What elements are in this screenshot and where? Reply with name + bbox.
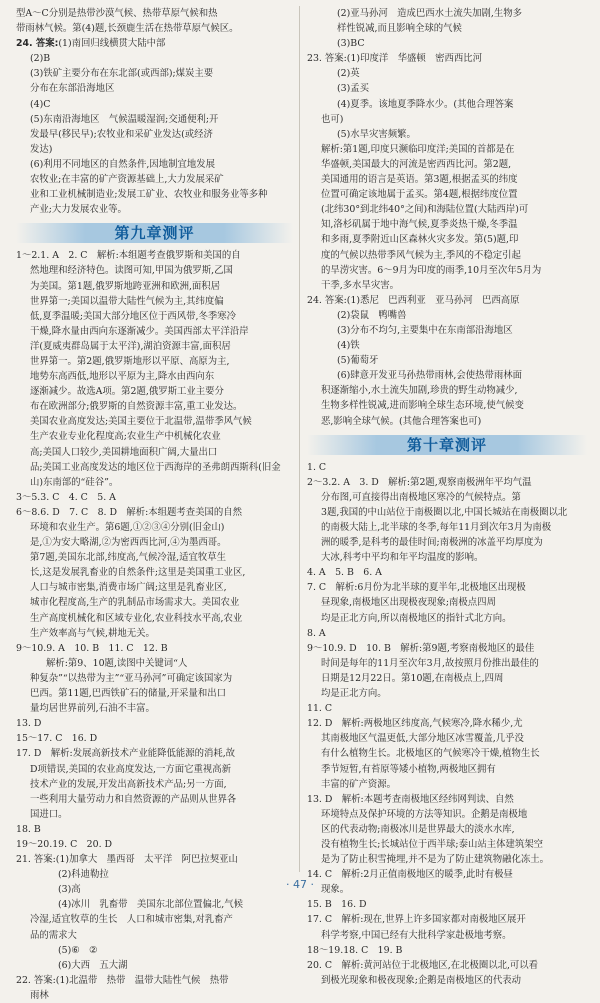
text-line: (2)袋鼠 鸭嘴兽 [337, 309, 407, 321]
text-line: 干燥,降水量由西向东逐渐减少。美国西部太平洋沿岸 [30, 325, 249, 337]
text-line: 现象。 [321, 884, 350, 896]
text-line: 生物多样性锐减,进而影响全球生态环境,使气候变 [321, 400, 524, 412]
text-line: 21. 答案:(1)加拿大 墨西哥 太平洋 阿巴拉契亚山 [16, 854, 238, 866]
text-line: 均是正北方向。 [321, 688, 387, 700]
text-line: 农牧业;在丰富的矿产资源基础上,大力发展采矿 [30, 174, 224, 186]
chapter-9-heading: 第九章测评 [16, 223, 293, 243]
text-line: (2)英 [337, 68, 360, 80]
text-line: 分布在东部沿海地区 [30, 83, 115, 95]
text-line: 有什么植物生长。北极地区的气候寒冷干燥,植物生长 [321, 748, 540, 760]
text-line: 大冰,科考中平均和年平均温度的影响。 [321, 552, 484, 564]
text-line: 洲的暖季,是科考的最佳时间;南极洲的冰盖平均厚度为 [321, 537, 543, 549]
text-line: 24. 答案:(1)悉尼 巴西利亚 亚马孙河 巴西高原 [307, 294, 520, 306]
text-line: 巴西。第11题,巴西铁矿石的储量,开采量和出口 [30, 688, 227, 700]
text-line: 洋(夏威夷群岛属于太平洋),湖泊资源丰富,面积居 [30, 340, 231, 352]
text-line: 发最早(移民早);农牧业和采矿业发达(或经济 [30, 128, 213, 140]
column-divider [299, 6, 300, 872]
text-line: (4)C [30, 98, 51, 110]
text-line: 品的需求大 [30, 929, 77, 941]
left-top-lines [16, 6, 293, 36]
text-line: (5)葡萄牙 [337, 355, 379, 367]
text-line: 世界第一。第2题,俄罗斯地形以平原、高原为主, [30, 355, 230, 367]
text-line: (6)利用不同地区的自然条件,因地制宜地发展 [30, 158, 216, 170]
text-line: 22. 答案:(1)北温带 热带 温带大陆性气候 热带 [16, 974, 229, 986]
text-line: 是,①为安大略湖,②为密西西比河,④为墨西哥。 [30, 537, 227, 549]
text-line: 积逐渐缩小,水土流失加剧,珍贵的野生动物减少, [321, 385, 518, 397]
text-line: 量均居世界前列,石油不丰富。 [30, 703, 155, 715]
text-line: 逐渐减少。故选A项。第2题,俄罗斯工业主要分 [30, 386, 224, 398]
text-line: 美国通用的语言是英语。第3题,根据孟买的纬度 [321, 174, 518, 186]
text-line: 人口与城市密集,消费市场广阔;这里是乳畜业区, [30, 582, 227, 594]
text-line: (3)高 [58, 884, 81, 896]
text-line: (6)肆意开发亚马孙热带雨林,会使热带雨林面 [337, 370, 523, 382]
text-line: 15. B 16. D [307, 899, 367, 911]
text-line: 山)东南部的“硅谷”。 [30, 476, 119, 488]
text-line: 13. D 解析:本题考查南极地区经纬网判读、自然 [307, 793, 514, 805]
text-line: D项错误,美国的农业高度发达,一方面它重视高新 [30, 763, 231, 775]
text-line: 生产效率高与气候,耕地无关。 [30, 627, 155, 639]
text-line: 分布图,可直接得出南极地区寒冷的气候特点。第 [321, 491, 521, 503]
text-line: 14. C 解析:2月正值南极地区的暖季,此时有极昼 [307, 869, 513, 881]
text-line: (5)⑥ ② [58, 944, 98, 956]
question-24-first-line: (1)南回归线横贯大陆中部 [58, 38, 166, 50]
text-line: 华盛顿,美国最大的河流是密西西比河。第2题, [321, 158, 512, 170]
text-line: 发达) [30, 143, 53, 155]
text-line: (5)水旱灾害频繁。 [337, 128, 416, 140]
text-line: 是为了防止积雪掩埋,并不是为了防止建筑物融化冻土。 [321, 854, 549, 866]
text-line: 一些利用大量劳动力和自然资源的产品则从世界各 [30, 793, 237, 805]
chapter-10-answers [307, 460, 587, 988]
text-line: 9～10.9. A 10. B 11. C 12. B [16, 642, 168, 654]
text-line: (4)铁 [337, 340, 360, 352]
text-line: 美国农业高度发达;美国主要位于北温带,温带季风气候 [30, 416, 252, 428]
text-line: 种复杂”“以热带为主”“亚马孙河”可确定该国家为 [30, 672, 233, 684]
text-line: 3题,我国的中山站位于南极圈以北,中国长城站在南极圈以北 [321, 506, 568, 518]
text-line: 9～10.9. D 10. B 解析:第9题,考察南极地区的最佳 [307, 642, 535, 654]
text-line: 12. D 解析:两极地区纬度高,气候寒冷,降水稀少,尤 [307, 718, 523, 730]
text-line: 恶,影响全球气候。(其他合理答案也可) [321, 415, 482, 427]
text-line: 7. C 解析:6月份为北半球的夏半年,北极地区出现极 [307, 582, 526, 594]
text-line: 3～5.3. C 4. C 5. A [16, 491, 116, 503]
text-line: 18. B [16, 823, 41, 835]
text-line: (3)铁矿主要分布在东北部(或西部);煤炭主要 [30, 68, 214, 80]
text-line: 解析:第1题,印度只濒临印度洋;美国的首都是在 [321, 143, 515, 155]
text-line: (2)B [30, 53, 51, 65]
text-line: 6～8.6. D 7. C 8. D 解析:本组题考查美国的自然 [16, 506, 243, 518]
text-line: 长,这是发展乳畜业的自然条件;这里是美国重工业区, [30, 567, 246, 579]
text-line: 环境和农业生产。第6题,①②③④分别(旧金山) [30, 522, 225, 533]
text-line: 布在欧洲部分;俄罗斯的自然资源丰富,重工业发达。 [30, 401, 243, 413]
text-line: (5)东南沿海地区 气候温暖湿润;交通便利;开 [30, 113, 219, 125]
text-line: 区的代表动物;南极冰川是世界最大的淡水水库, [321, 823, 515, 835]
text-line: 2～3.2. A 3. D 解析:第2题,观察南极洲年平均气温 [307, 476, 532, 488]
text-line: 知,洛杉矶属于地中海气候,夏季炎热干燥,冬季温 [321, 219, 518, 231]
page-number: · 47 · [286, 878, 314, 891]
text-line: 型A～C分别是热带沙漠气候、热带草原气候和热 [16, 8, 218, 19]
text-line: 没有植物生长;长城站位于西半球;泰山站主体建筑架空 [321, 838, 543, 850]
text-line: (3)BC [337, 38, 365, 50]
text-line: 生产农业专业化程度高;农业生产中机械化农业 [30, 431, 221, 443]
text-line: 15～17. C 16. D [16, 733, 98, 745]
text-line: 为美国。第1题,俄罗斯地跨亚洲和欧洲,面积居 [30, 280, 221, 292]
text-line: 1. C [307, 461, 327, 473]
chapter-10-heading: 第十章测评 [307, 435, 587, 455]
text-line: 世界第一;美国以温带大陆性气候为主,其纬度偏 [30, 295, 224, 307]
question-24-label: 24. 答案: [16, 38, 59, 50]
text-line: 高;美国人口较少,美国耕地面积广阔,大量出口 [30, 446, 218, 458]
text-line: 位置可确定该地属于孟买。第4题,根据纬度位置 [321, 189, 518, 201]
text-line: 生产高度机械化和区域专业化,农业科技水平高,农业 [30, 612, 243, 624]
text-line: 低,夏季温暖;美国大部分地区位于西风带,冬季寒冷 [30, 310, 236, 322]
text-line: 科学考察,中国已经有大批科学家赴极地考察。 [321, 929, 512, 941]
text-line: 日期是12月22日。第10题,在南极点上,四周 [321, 672, 504, 684]
text-line: 干季,多水旱灾害。 [321, 279, 399, 291]
text-line: 环境特点及保护环境的方法等知识。企鹅是南极地 [321, 808, 528, 820]
text-line: 23. 答案:(1)印度洋 华盛顿 密西西比河 [307, 53, 482, 65]
text-line: 的南极大陆上,北半球的冬季,每年11月到次年3月为南极 [321, 522, 552, 533]
text-line: 17. D 解析:发展高新技术产业能降低能源的消耗,故 [16, 748, 236, 760]
text-line: (北纬30°到北纬40°之间)和海陆位置(大陆西岸)可 [321, 204, 529, 216]
right-column [307, 6, 587, 988]
text-line: 8. A [307, 627, 326, 639]
text-line: (2)科迪勒拉 [58, 869, 109, 881]
text-line: 地势东高西低,地形以平原为主,降水由西向东 [30, 371, 215, 383]
text-line: 11. C [307, 703, 333, 715]
text-line: 也可) [321, 113, 344, 125]
text-line: 的旱涝灾害。6～9月为印度的雨季,10月至次年5月为 [321, 264, 542, 276]
text-line: (4)冰川 乳畜带 美国东北部位置偏北,气候 [58, 899, 244, 911]
text-line: 冷湿,适宜牧草的生长 人口和城市密集,对乳畜产 [30, 914, 233, 926]
text-line: 昼现象,南极地区出现极夜现象;南极点四周 [321, 597, 496, 609]
text-line: 均是正北方向,所以南极地区的指针式北方向。 [321, 612, 512, 624]
text-line: 业和工业机械制造业;发展工矿业、农牧业和服务业等多种 [30, 189, 268, 201]
text-line: 季节短暂,有苔原等矮小植物,两极地区拥有 [321, 763, 496, 775]
text-line: 时间是每年的11月至次年3月,故按照月份推出最佳的 [321, 657, 539, 669]
text-line: 1～2.1. A 2. C 解析:本组题考查俄罗斯和美国的自 [16, 250, 241, 262]
text-line: 城市化程度高,生产的乳制品市场需求大。美国农业 [30, 597, 240, 609]
text-line: 20. C 解析:黄河站位于北极地区,在北极圈以北,可以看 [307, 959, 539, 971]
text-line: 4. A 5. B 6. A [307, 567, 382, 579]
text-line: 国进口。 [30, 808, 68, 820]
text-line: 样性锐减,而且影响全球的气候 [337, 23, 462, 35]
text-line: 和多雨,夏季附近山区森林火灾多发。第(5)题,印 [321, 234, 519, 246]
text-line: (4)夏季。该地夏季降水少。(其他合理答案 [337, 98, 514, 110]
right-top-answers [307, 6, 587, 429]
text-line: (3)分布不均匀,主要集中在东南部沿海地区 [337, 324, 513, 336]
text-line: (6)大西 五大湖 [58, 959, 128, 971]
left-column [16, 6, 293, 1003]
text-line: 丰富的矿产资源。 [321, 778, 397, 790]
text-line: 解析:第9、10题,读图中关键词“人 [46, 657, 188, 669]
text-line: (3)孟买 [337, 83, 370, 95]
text-line: 其南极地区气温更低,大部分地区冰雪覆盖,几乎没 [321, 733, 524, 745]
text-line: 13. D [16, 718, 42, 730]
text-line: 产业;大力发展农业等。 [30, 204, 127, 216]
text-line: 到极光现象和极夜现象;企鹅是南极地区的代表动 [321, 974, 522, 986]
text-line: (2)亚马孙河 造成巴西水土流失加剧,生物多 [337, 8, 523, 19]
question-24-answer [16, 36, 293, 217]
text-line: 19～20.19. C 20. D [16, 838, 113, 850]
text-line: 然地理和经济特色。读图可知,甲国为俄罗斯,乙国 [30, 265, 233, 277]
text-line: 带雨林气候。第(4)题,长颈鹿生活在热带草原气候区。 [16, 23, 239, 35]
text-line: 品;美国工业高度发达的地区位于西海岸的圣弗朗西斯科(旧金 [30, 461, 281, 473]
text-line: 技术产业的发展,开发出高新技术产品;另一方面, [30, 778, 227, 790]
text-line: 第7题,美国东北部,纬度高,气候冷湿,适宜牧草生 [30, 552, 227, 564]
text-line: 17. C 解析:现在,世界上许多国家都对南极地区展开 [307, 914, 526, 926]
question-24-label-line [16, 36, 293, 51]
text-line: 18～19.18. C 19. B [307, 944, 403, 956]
text-line: 度的气候以热带季风气候为主,季风的不稳定引起 [321, 249, 521, 261]
text-line: 雨林 [30, 989, 49, 1001]
